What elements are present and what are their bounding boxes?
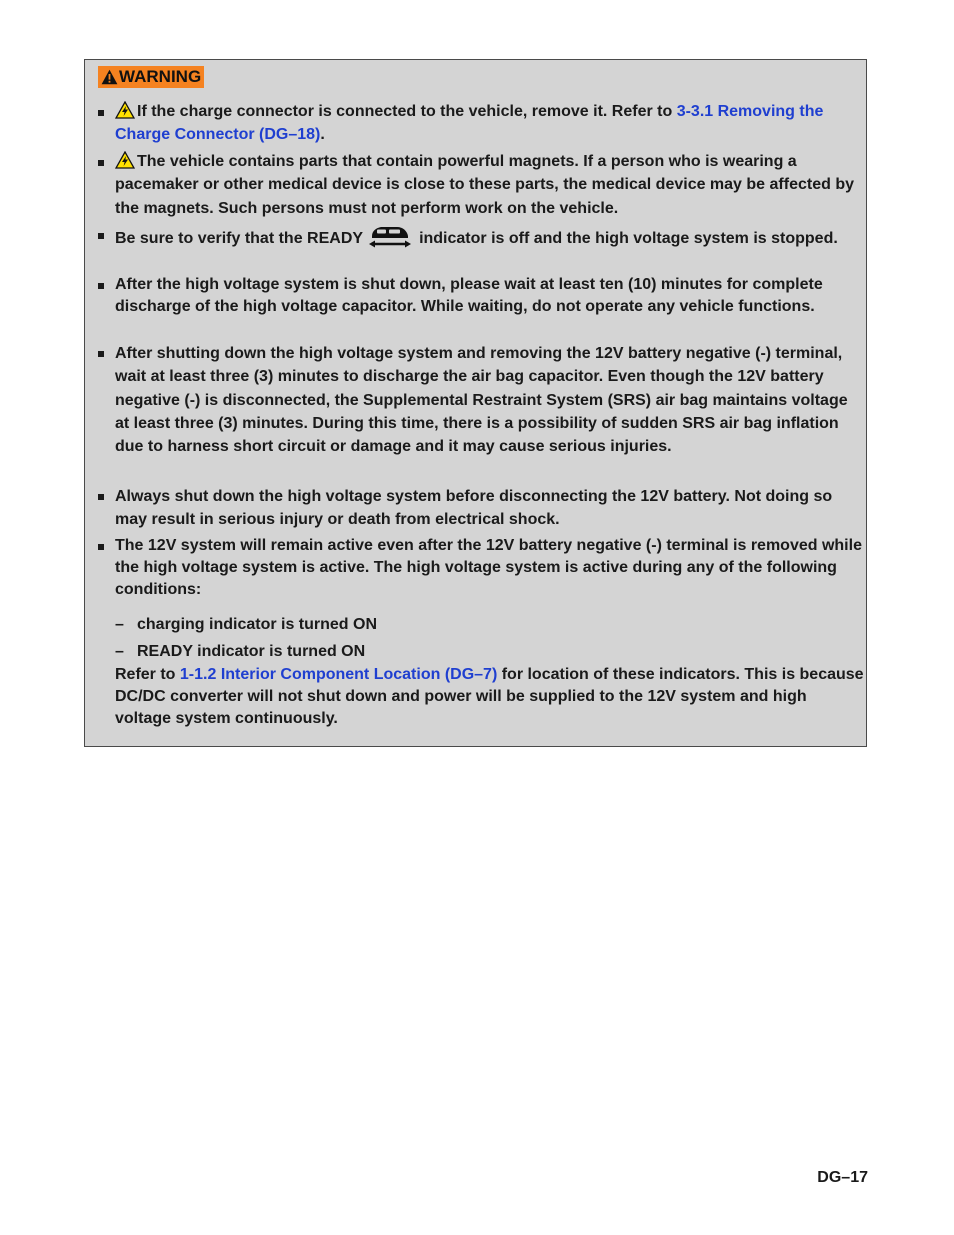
bullet bbox=[98, 494, 104, 500]
item-text: After the high voltage system is shut down, please wait at least ten (10) minutes for complete discharge of the high voltage capacitor. While waiting, do not operate any vehicle functions. bbox=[115, 276, 823, 315]
link-removing-charge-connector[interactable]: 3-3.1 Removing the Charge Connector (DG–18) bbox=[115, 103, 824, 144]
item-text: The 12V system will remain active even after the 12V battery negative (-) terminal is removed while the high voltage system is active. The high voltage system is active during any of the following conditions: bbox=[115, 537, 862, 598]
item-text: Be sure to verify that the READY indicator is off and the high voltage system is stopped. bbox=[115, 223, 864, 250]
high-voltage-icon bbox=[115, 101, 135, 119]
bullet bbox=[98, 110, 104, 116]
bullet bbox=[98, 544, 104, 550]
bullet bbox=[98, 160, 104, 166]
warning-label: WARNING bbox=[119, 67, 202, 86]
item-text: The vehicle contains parts that contain powerful magnets. If a person who is wearing a pacemaker or other medical device is close to these parts, the medical device may be affected by the magnets. Such persons must not perform work on the vehicle. bbox=[115, 153, 854, 217]
bullet bbox=[98, 351, 104, 357]
warning-triangle-icon bbox=[101, 69, 118, 85]
item-text: After shutting down the high voltage system and removing the 12V battery negative (-) terminal, wait at least three (3) minutes to discharge the air bag capacitor. Even though the 12V battery negative (-) is disconnected, the Supplemental Restraint System (SRS) air bag maintains voltage at least three (3) minutes. During this time, there is a possibility of sudden SRS air bag inflation due to harness short circuit or damage and it may cause serious injuries. bbox=[115, 345, 848, 456]
bullet bbox=[98, 283, 104, 289]
sub-item: – READY indicator is turned ON bbox=[115, 643, 366, 660]
item-text: If the charge connector is connected to the vehicle, remove it. Refer to 3-3.1 Removing the Charge Connector (DG–18). bbox=[115, 103, 824, 144]
ready-indicator-icon bbox=[367, 223, 413, 249]
warning-badge bbox=[98, 66, 204, 88]
page-number: DG–17 bbox=[817, 1169, 868, 1186]
high-voltage-icon bbox=[115, 151, 135, 169]
sub-item: – charging indicator is turned ON bbox=[115, 616, 378, 633]
warning-box bbox=[84, 59, 867, 747]
item-text: Always shut down the high voltage system before disconnecting the 12V battery. Not doing so may result in serious injury or death from electrical shock. bbox=[115, 488, 833, 529]
link-interior-component-location[interactable]: 1-1.2 Interior Component Location (DG–7) bbox=[179, 666, 498, 683]
follow-text: Refer to 1-1.2 Interior Component Location (DG–7) for location of these indicators. This is because DC/DC converter will not shut down and power will be supplied to the 12V system and high voltage system continuously. bbox=[115, 666, 864, 727]
bullet bbox=[98, 233, 104, 239]
